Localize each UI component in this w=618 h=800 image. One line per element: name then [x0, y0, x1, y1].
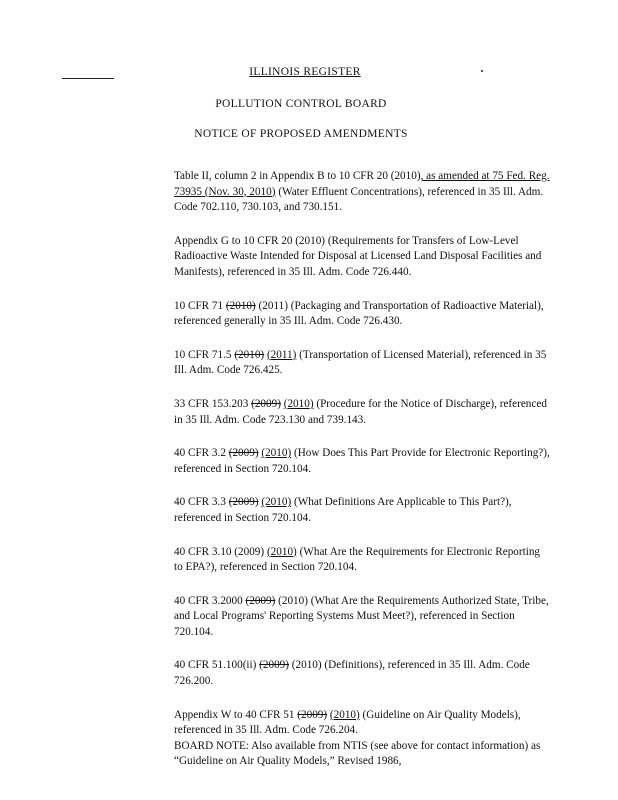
reference-entry [174, 708, 550, 770]
entry-text: 40 CFR 3.10 (2009) [174, 545, 267, 558]
inserted-text: (2011) [266, 348, 297, 361]
entry-text: (How Does This Part Provide for Electronic Reporting?), referenced in Section 720.104. [174, 447, 550, 475]
struck-text: (2010) [225, 299, 256, 312]
reference-entry [174, 495, 550, 526]
inserted-text: (2010) [283, 397, 314, 410]
inserted-text: (2010) [266, 545, 297, 558]
entry-text: Appendix G to 10 CFR 20 (2010) (Requirements for Transfers of Low-Level Radioactive Waste Intended for Disposal at Licensed Land Disposal Facilities and Manifests), referenced in 35 Ill. Adm. Code 726.440. [174, 234, 542, 278]
entry-text: Table II, column 2 in Appendix B to 10 CFR 20 (2010) [174, 170, 421, 182]
entry-text: 40 CFR 3.2 [174, 447, 229, 460]
entry-text: 10 CFR 71.5 [174, 348, 235, 361]
entry-text: 40 CFR 51.100(ii) [174, 659, 260, 672]
struck-text: (2009) [228, 496, 259, 509]
inserted-text: (2010) [329, 708, 360, 721]
register-title: ILLINOIS REGISTER [249, 66, 361, 78]
struck-text: (2009) [251, 397, 281, 410]
references-list [174, 169, 550, 770]
reference-entry [174, 397, 550, 428]
entry-text: (Water Effluent Concentrations), referenced in 35 Ill. Adm. Code 702.110, 730.103, and 730.151. [174, 185, 544, 214]
inserted-text: (2010) [261, 496, 292, 509]
entry-text: (2010) (What Are the Requirements Authorized State, Tribe, and Local Programs' Reporting Systems Must Meet?), referenced in Section 720.104. [174, 594, 549, 638]
agency-title: POLLUTION CONTROL BOARD [215, 98, 387, 110]
reference-entry [174, 348, 550, 379]
struck-text: (2009) [228, 447, 259, 460]
entry-text: (Guideline on Air Quality Models), referenced in 35 Ill. Adm. Code 726.204. [174, 708, 521, 737]
struck-text: (2010) [234, 348, 265, 361]
struck-text: (2009) [259, 659, 289, 672]
reference-entry [174, 169, 550, 216]
reference-entry [174, 234, 550, 281]
header-rule [62, 78, 114, 79]
reference-entry [174, 446, 550, 477]
reference-entry [174, 658, 550, 689]
entry-text: 10 CFR 71 [174, 299, 226, 312]
board-note: BOARD NOTE: Also available from NTIS (see above for contact information) as “Guideline on Air Quality Models,” Revised 1986, [174, 739, 541, 768]
entry-text: (2010) (Definitions), referenced in 35 Ill. Adm. Code 726.200. [174, 659, 530, 688]
entry-text: 40 CFR 3.2000 [174, 594, 246, 607]
entry-text: 40 CFR 3.3 [174, 496, 229, 509]
entry-text: (Transportation of Licensed Material), referenced in 35 Ill. Adm. Code 726.425. [174, 348, 547, 377]
reference-entry [174, 545, 550, 576]
reference-entry [174, 299, 550, 330]
struck-text: (2009) [297, 708, 328, 721]
entry-text: (What Definitions Are Applicable to This Part?), referenced in Section 720.104. [174, 496, 512, 524]
entry-text: Appendix W to 40 CFR 51 [174, 708, 298, 721]
inserted-text: , as amended at 75 Fed. Reg. 73935 (Nov. 30, 2010) [174, 170, 550, 198]
entry-text: (2011) (Packaging and Transportation of Radioactive Material), referenced generally in 35 Ill. Adm. Code 726.430. [174, 299, 544, 328]
reference-entry [174, 594, 550, 641]
notice-title: NOTICE OF PROPOSED AMENDMENTS [194, 128, 408, 140]
entry-text: (What Are the Requirements for Electronic Reporting to EPA?), referenced in Section 720.104. [174, 545, 541, 574]
entry-text: (Procedure for the Notice of Discharge), referenced in 35 Ill. Adm. Code 723.130 and 739.143. [174, 397, 547, 426]
struck-text: (2009) [245, 594, 276, 607]
inserted-text: (2010) [261, 447, 292, 460]
entry-text: 33 CFR 153.203 [174, 397, 252, 410]
